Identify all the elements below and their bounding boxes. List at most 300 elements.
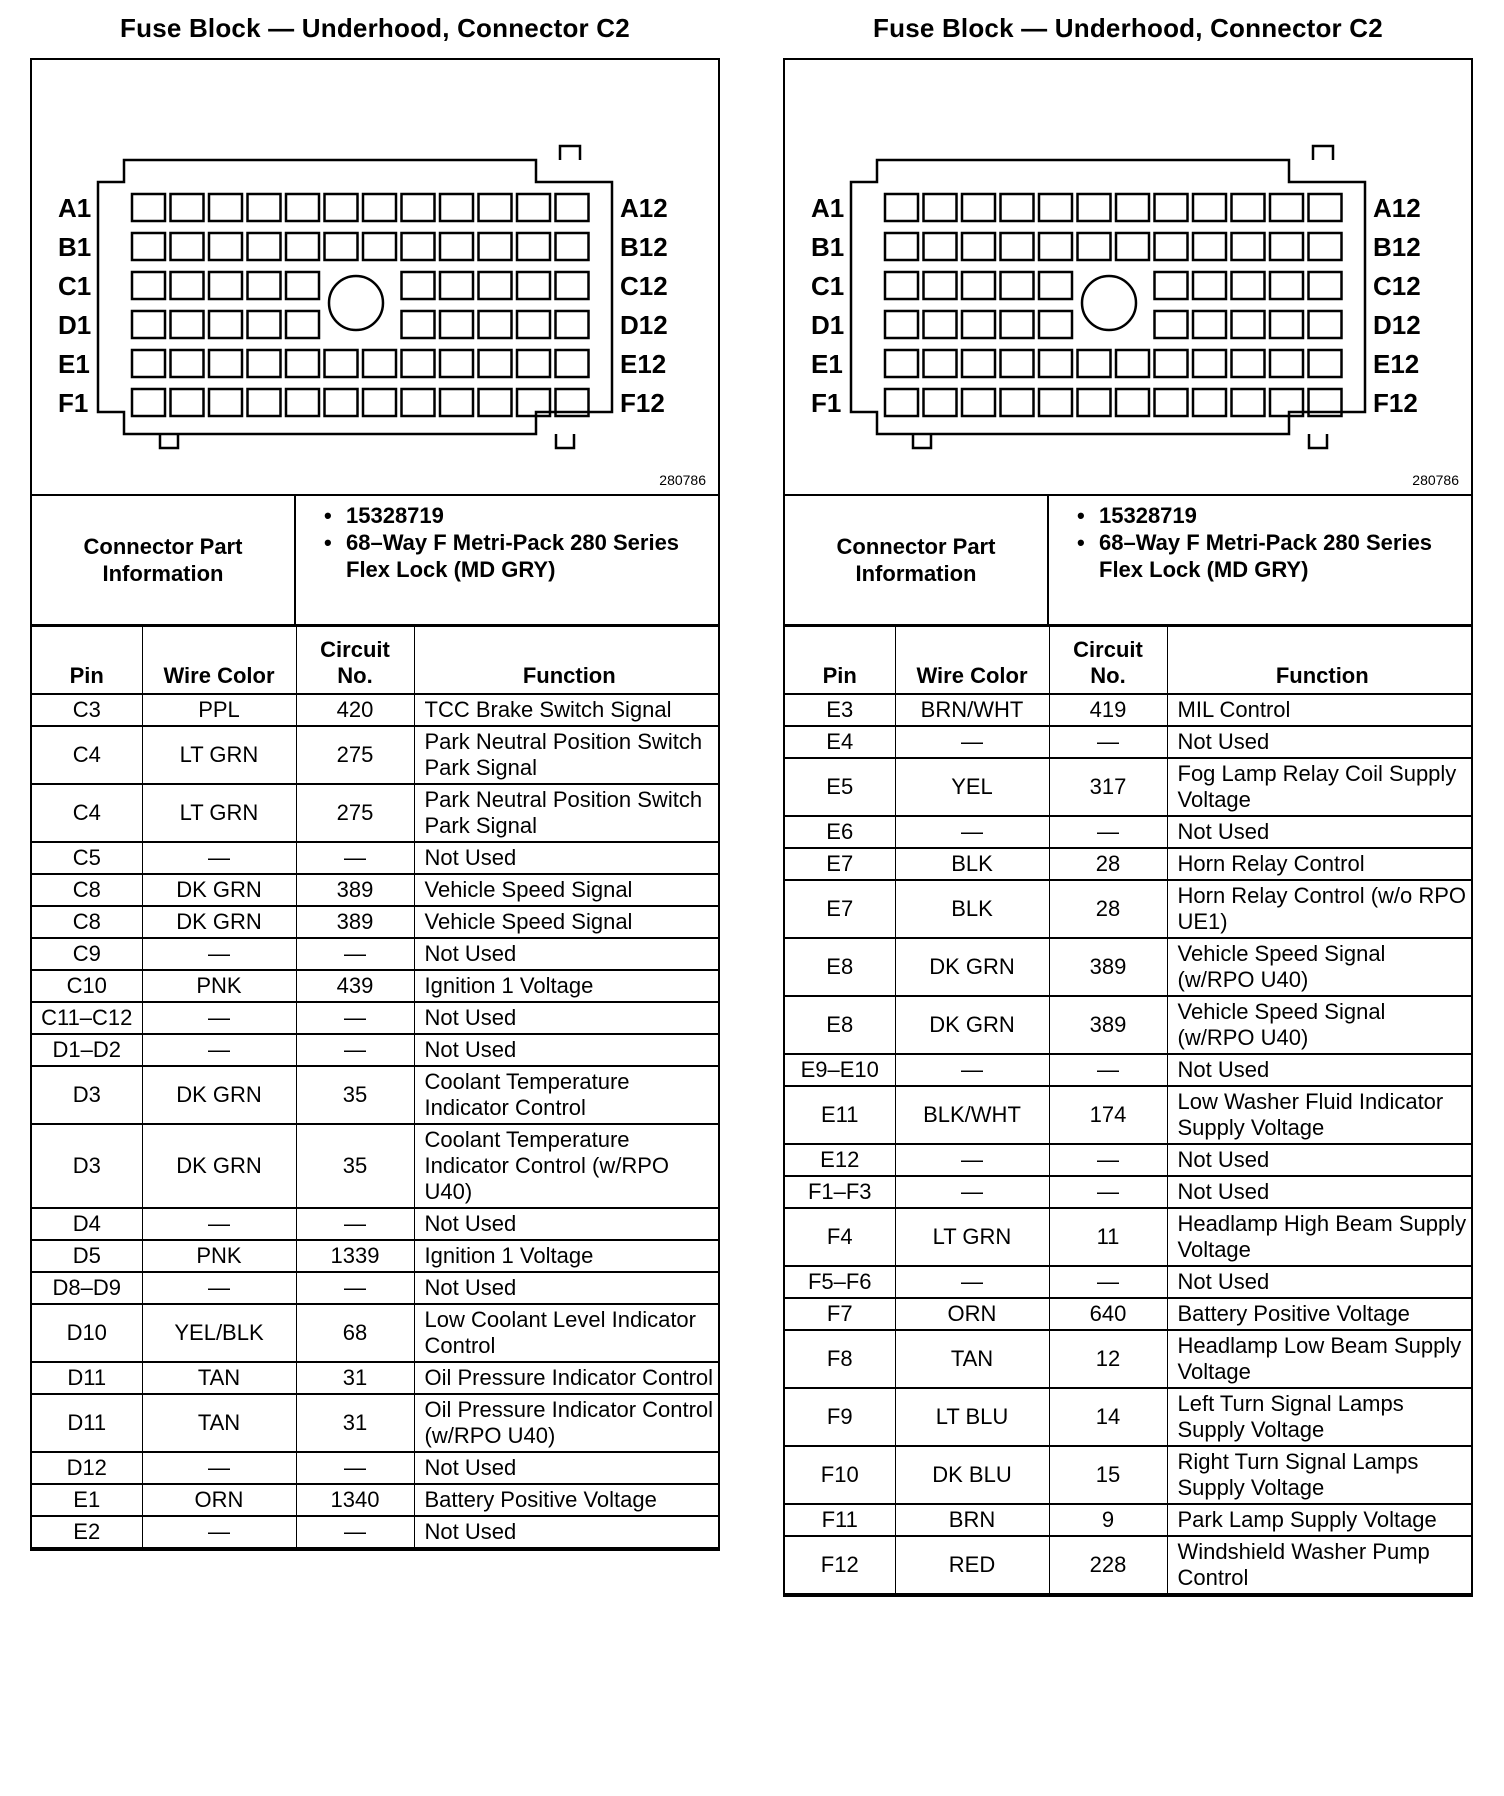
pin-cavity [1039, 389, 1072, 416]
pin-cavity [885, 389, 918, 416]
pin-cavity [885, 272, 918, 299]
pin-cell: D5 [32, 1240, 142, 1272]
table-row [32, 1516, 718, 1548]
wire-color-cell: BLK [895, 880, 1049, 938]
circuit-cell: 1339 [296, 1240, 414, 1272]
pin-cell: D3 [32, 1066, 142, 1124]
wire-color-cell: DK GRN [142, 1124, 296, 1208]
circuit-cell: — [1049, 1266, 1167, 1298]
function-cell: Park Neutral Position Switch Park Signal [414, 726, 718, 784]
pin-cavity [402, 233, 435, 260]
pin-cavity [1270, 350, 1303, 377]
table-row [785, 880, 1471, 938]
pin-cavity [248, 389, 281, 416]
circuit-cell: 11 [1049, 1208, 1167, 1266]
pin-cavity [924, 350, 957, 377]
pin-cell: E5 [785, 758, 895, 816]
function-cell: Not Used [414, 1034, 718, 1066]
pin-cavity [402, 389, 435, 416]
wire-color-cell: PNK [142, 1240, 296, 1272]
pin-cavity [556, 311, 589, 338]
pin-cavity [1116, 194, 1149, 221]
pin-cavity [924, 311, 957, 338]
function-cell: Oil Pressure Indicator Control [414, 1362, 718, 1394]
function-cell: Not Used [414, 938, 718, 970]
pin-cavity [286, 272, 319, 299]
function-cell: Not Used [414, 1516, 718, 1548]
connector-info-item: • 68–Way F Metri-Pack 280 Series Flex Lock (MD GRY) [324, 529, 718, 583]
function-cell: Low Coolant Level Indicator Control [414, 1304, 718, 1362]
table-row [785, 996, 1471, 1054]
circuit-cell: 389 [296, 874, 414, 906]
pin-cell: C11–C12 [32, 1002, 142, 1034]
pin-cavity [1078, 194, 1111, 221]
function-cell: Vehicle Speed Signal (w/RPO U40) [1167, 938, 1471, 996]
function-cell: Vehicle Speed Signal (w/RPO U40) [1167, 996, 1471, 1054]
connector-part-info [32, 496, 718, 626]
pin-cavity [402, 194, 435, 221]
table-row [32, 1208, 718, 1240]
wire-color-cell: YEL [895, 758, 1049, 816]
circuit-cell: 640 [1049, 1298, 1167, 1330]
circuit-cell: 35 [296, 1066, 414, 1124]
function-cell: Headlamp Low Beam Supply Voltage [1167, 1330, 1471, 1388]
table-row [32, 1362, 718, 1394]
wire-color-cell: DK GRN [895, 938, 1049, 996]
table-row [785, 726, 1471, 758]
function-cell: Not Used [414, 1452, 718, 1484]
table-row [32, 1272, 718, 1304]
row-label-right: F12 [1373, 388, 1418, 418]
pin-cell: E7 [785, 880, 895, 938]
pin-cavity [1078, 389, 1111, 416]
pin-cavity [1155, 233, 1188, 260]
circuit-cell: — [1049, 1144, 1167, 1176]
row-label-left: A1 [811, 193, 845, 223]
pin-cavity [962, 233, 995, 260]
pin-cavity [1001, 350, 1034, 377]
circuit-cell: 317 [1049, 758, 1167, 816]
pin-cell: D10 [32, 1304, 142, 1362]
pin-cavity [132, 194, 165, 221]
circuit-cell: 275 [296, 784, 414, 842]
connector-latch-tab [1313, 146, 1333, 160]
header-wire-color: Wire Color [895, 627, 1049, 695]
table-row [785, 1054, 1471, 1086]
diagram-part-number: 280786 [1412, 472, 1459, 488]
pin-cavity [517, 233, 550, 260]
pin-cavity [1193, 194, 1226, 221]
row-label-right: F12 [620, 388, 665, 418]
function-cell: TCC Brake Switch Signal [414, 694, 718, 726]
row-label-right: A12 [1373, 193, 1421, 223]
wire-color-cell: ORN [142, 1484, 296, 1516]
function-cell: Park Neutral Position Switch Park Signal [414, 784, 718, 842]
pin-cell: E9–E10 [785, 1054, 895, 1086]
pin-cavity [517, 272, 550, 299]
pin-cavity [885, 311, 918, 338]
row-label-left: E1 [811, 349, 843, 379]
pin-cell: D3 [32, 1124, 142, 1208]
circuit-cell: 31 [296, 1394, 414, 1452]
circuit-cell: 419 [1049, 694, 1167, 726]
header-circuit-no: Circuit No. [296, 627, 414, 695]
pin-cell: D11 [32, 1362, 142, 1394]
pin-cavity [171, 389, 204, 416]
circuit-cell: 12 [1049, 1330, 1167, 1388]
function-cell: Not Used [1167, 1176, 1471, 1208]
pin-cell: D12 [32, 1452, 142, 1484]
pin-cavity [556, 194, 589, 221]
pin-cavity [556, 233, 589, 260]
pin-cavity [1309, 311, 1342, 338]
pin-cavity [440, 194, 473, 221]
wire-color-cell: LT BLU [895, 1388, 1049, 1446]
circuit-cell: — [296, 1516, 414, 1548]
pin-cavity [171, 311, 204, 338]
pin-cavity [479, 389, 512, 416]
wire-color-cell: DK GRN [142, 1066, 296, 1124]
pin-cavity [1193, 311, 1226, 338]
table-row [785, 1176, 1471, 1208]
pin-cell: E8 [785, 996, 895, 1054]
pin-cavity [1155, 389, 1188, 416]
pin-cell: E6 [785, 816, 895, 848]
pin-cavity [1116, 350, 1149, 377]
circuit-cell: 420 [296, 694, 414, 726]
pin-cavity [1039, 233, 1072, 260]
wire-color-cell: PNK [142, 970, 296, 1002]
pin-cell: F1–F3 [785, 1176, 895, 1208]
circuit-cell: — [296, 1034, 414, 1066]
pin-cavity [1078, 233, 1111, 260]
pin-cavity [132, 311, 165, 338]
row-label-left: F1 [58, 388, 89, 418]
circuit-cell: — [1049, 1054, 1167, 1086]
function-cell: Battery Positive Voltage [414, 1484, 718, 1516]
wire-color-cell: — [895, 726, 1049, 758]
pin-cavity [440, 350, 473, 377]
pin-cavity [209, 194, 242, 221]
circuit-cell: — [1049, 816, 1167, 848]
wire-color-cell: ORN [895, 1298, 1049, 1330]
wire-color-cell: — [142, 1272, 296, 1304]
pin-cavity [248, 194, 281, 221]
pin-cavity [1232, 311, 1265, 338]
header-wire-color: Wire Color [142, 627, 296, 695]
circuit-cell: 68 [296, 1304, 414, 1362]
header-function: Function [1167, 627, 1471, 695]
wire-color-cell: — [142, 842, 296, 874]
pin-cavity [517, 194, 550, 221]
connector-info-item: • 15328719 [324, 502, 718, 529]
pin-cell: C5 [32, 842, 142, 874]
row-label-left: A1 [58, 193, 92, 223]
pin-cavity [885, 194, 918, 221]
connector-center-key [329, 276, 383, 330]
table-row [32, 1394, 718, 1452]
pin-cavity [132, 233, 165, 260]
pin-cavity [248, 350, 281, 377]
pin-cavity [248, 233, 281, 260]
pin-cavity [440, 272, 473, 299]
function-cell: Right Turn Signal Lamps Supply Voltage [1167, 1446, 1471, 1504]
table-row [785, 848, 1471, 880]
pin-cell: D11 [32, 1394, 142, 1452]
pin-cavity [209, 350, 242, 377]
function-cell: Horn Relay Control (w/o RPO UE1) [1167, 880, 1471, 938]
pin-cavity [132, 389, 165, 416]
wire-color-cell: BRN [895, 1504, 1049, 1536]
pin-cavity [962, 272, 995, 299]
circuit-cell: 14 [1049, 1388, 1167, 1446]
table-row [32, 1066, 718, 1124]
pin-cavity [209, 272, 242, 299]
wire-color-cell: YEL/BLK [142, 1304, 296, 1362]
pin-cavity [402, 272, 435, 299]
pin-cavity [962, 194, 995, 221]
pin-cavity [1001, 233, 1034, 260]
wire-color-cell: BRN/WHT [895, 694, 1049, 726]
row-label-left: E1 [58, 349, 90, 379]
circuit-cell: — [1049, 726, 1167, 758]
connector-latch-tab [560, 146, 580, 160]
pin-cavity [402, 350, 435, 377]
pin-cavity [440, 233, 473, 260]
pin-cavity [286, 350, 319, 377]
connector-part-info [785, 496, 1471, 626]
pin-cavity [363, 389, 396, 416]
row-label-right: B12 [620, 232, 668, 262]
connector-panel-left [30, 0, 720, 1551]
circuit-cell: 389 [1049, 938, 1167, 996]
pin-cell: E7 [785, 848, 895, 880]
pin-cavity [286, 311, 319, 338]
pin-cell: E4 [785, 726, 895, 758]
pin-cavity [1270, 272, 1303, 299]
table-row [785, 1144, 1471, 1176]
pin-cavity [1078, 350, 1111, 377]
pin-cell: E1 [32, 1484, 142, 1516]
table-row [785, 1388, 1471, 1446]
pin-cavity [1193, 389, 1226, 416]
connector-center-key [1082, 276, 1136, 330]
pin-cavity [1232, 389, 1265, 416]
pin-cell: C8 [32, 906, 142, 938]
pin-cavity [1232, 272, 1265, 299]
pin-cavity [1039, 350, 1072, 377]
pin-cavity [924, 194, 957, 221]
pin-cavity [1001, 194, 1034, 221]
row-label-right: A12 [620, 193, 668, 223]
pin-cell: E11 [785, 1086, 895, 1144]
pin-cavity [517, 350, 550, 377]
table-row [32, 694, 718, 726]
pin-cavity [132, 350, 165, 377]
panel-title: Fuse Block — Underhood, Connector C2 [120, 13, 630, 43]
table-row [785, 694, 1471, 726]
row-label-right: C12 [620, 271, 668, 301]
wire-color-cell: — [895, 1144, 1049, 1176]
wire-color-cell: — [142, 1208, 296, 1240]
connector-frame [783, 58, 1473, 1597]
pin-cell: C4 [32, 726, 142, 784]
connector-panel-right [783, 0, 1473, 1597]
wire-color-cell: DK GRN [142, 906, 296, 938]
wire-color-cell: — [142, 1002, 296, 1034]
pin-cavity [1309, 233, 1342, 260]
header-function: Function [414, 627, 718, 695]
connector-info-list [1049, 496, 1471, 624]
table-row [32, 842, 718, 874]
connector-housing-outline [98, 160, 612, 434]
pin-cell: D4 [32, 1208, 142, 1240]
pin-cavity [1155, 311, 1188, 338]
pinout-table [785, 626, 1471, 1595]
header-pin: Pin [32, 627, 142, 695]
pin-cell: C8 [32, 874, 142, 906]
wire-color-cell: PPL [142, 694, 296, 726]
connector-info-item: • 15328719 [1077, 502, 1471, 529]
circuit-cell: — [296, 938, 414, 970]
pin-cell: E8 [785, 938, 895, 996]
circuit-cell: 28 [1049, 848, 1167, 880]
wire-color-cell: TAN [142, 1362, 296, 1394]
pin-cavity [1001, 311, 1034, 338]
function-cell: Not Used [414, 1208, 718, 1240]
panel-title: Fuse Block — Underhood, Connector C2 [873, 13, 1383, 43]
header-circuit-no: Circuit No. [1049, 627, 1167, 695]
pin-cavity [1309, 272, 1342, 299]
pin-cavity [1039, 311, 1072, 338]
pin-cavity [1039, 272, 1072, 299]
pin-cavity [286, 194, 319, 221]
circuit-cell: — [296, 1208, 414, 1240]
connector-housing-outline [851, 160, 1365, 434]
table-row [32, 1002, 718, 1034]
wire-color-cell: DK BLU [895, 1446, 1049, 1504]
row-label-left: F1 [811, 388, 842, 418]
pin-cavity [1232, 233, 1265, 260]
connector-frame [30, 58, 720, 1551]
pin-cell: F8 [785, 1330, 895, 1388]
pin-cell: C9 [32, 938, 142, 970]
wire-color-cell: — [142, 1452, 296, 1484]
circuit-cell: 1340 [296, 1484, 414, 1516]
table-row [32, 970, 718, 1002]
row-label-right: C12 [1373, 271, 1421, 301]
pin-cavity [1270, 311, 1303, 338]
wire-color-cell: — [142, 1516, 296, 1548]
wire-color-cell: RED [895, 1536, 1049, 1594]
wire-color-cell: — [895, 1054, 1049, 1086]
pin-cell: D8–D9 [32, 1272, 142, 1304]
pin-cavity [1155, 350, 1188, 377]
pin-cavity [1116, 389, 1149, 416]
table-row [32, 906, 718, 938]
pin-cavity [1232, 350, 1265, 377]
pin-cavity [286, 233, 319, 260]
pin-cavity [325, 194, 358, 221]
pin-cell: E12 [785, 1144, 895, 1176]
pin-cell: F4 [785, 1208, 895, 1266]
table-row [32, 1124, 718, 1208]
function-cell: Oil Pressure Indicator Control (w/RPO U40) [414, 1394, 718, 1452]
connector-latch-tab [1309, 434, 1327, 448]
pin-cavity [924, 389, 957, 416]
pin-cell: D1–D2 [32, 1034, 142, 1066]
table-row [32, 1034, 718, 1066]
pin-cavity [479, 272, 512, 299]
pin-cavity [440, 389, 473, 416]
wire-color-cell: TAN [895, 1330, 1049, 1388]
function-cell: Not Used [1167, 816, 1471, 848]
row-label-left: B1 [811, 232, 845, 262]
wire-color-cell: — [895, 1266, 1049, 1298]
pin-cavity [924, 233, 957, 260]
pin-cavity [479, 350, 512, 377]
circuit-cell: — [1049, 1176, 1167, 1208]
row-label-left: C1 [811, 271, 845, 301]
pin-cavity [132, 272, 165, 299]
table-row [32, 784, 718, 842]
table-row [785, 938, 1471, 996]
function-cell: Not Used [414, 842, 718, 874]
pin-cavity [1232, 194, 1265, 221]
pin-cell: E2 [32, 1516, 142, 1548]
circuit-cell: 439 [296, 970, 414, 1002]
connector-info-list [296, 496, 718, 624]
function-cell: Not Used [414, 1002, 718, 1034]
pin-cavity [479, 233, 512, 260]
diagram-part-number: 280786 [659, 472, 706, 488]
circuit-cell: 35 [296, 1124, 414, 1208]
table-row [785, 1208, 1471, 1266]
table-row [785, 1298, 1471, 1330]
pin-cavity [363, 350, 396, 377]
row-label-left: D1 [58, 310, 92, 340]
function-cell: Not Used [1167, 726, 1471, 758]
pin-cavity [325, 233, 358, 260]
wire-color-cell: DK GRN [142, 874, 296, 906]
function-cell: Battery Positive Voltage [1167, 1298, 1471, 1330]
pin-cavity [517, 311, 550, 338]
pin-cavity [1193, 233, 1226, 260]
pin-cavity [885, 350, 918, 377]
connector-info-item: • 68–Way F Metri-Pack 280 Series Flex Lock (MD GRY) [1077, 529, 1471, 583]
pin-cavity [286, 389, 319, 416]
function-cell: Headlamp High Beam Supply Voltage [1167, 1208, 1471, 1266]
function-cell: Vehicle Speed Signal [414, 906, 718, 938]
function-cell: Low Washer Fluid Indicator Supply Voltage [1167, 1086, 1471, 1144]
row-label-left: C1 [58, 271, 92, 301]
row-label-right: B12 [1373, 232, 1421, 262]
wire-color-cell: LT GRN [895, 1208, 1049, 1266]
circuit-cell: 275 [296, 726, 414, 784]
table-row [32, 1304, 718, 1362]
circuit-cell: 389 [296, 906, 414, 938]
function-cell: Windshield Washer Pump Control [1167, 1536, 1471, 1594]
row-label-right: D12 [620, 310, 668, 340]
table-row [32, 1484, 718, 1516]
connector-face-diagram [32, 60, 718, 492]
connector-info-label: Connector Part Information [785, 496, 1049, 624]
circuit-cell: 228 [1049, 1536, 1167, 1594]
table-row [785, 1086, 1471, 1144]
pin-cavity [325, 389, 358, 416]
connector-latch-tab [556, 434, 574, 448]
pin-cavity [171, 194, 204, 221]
